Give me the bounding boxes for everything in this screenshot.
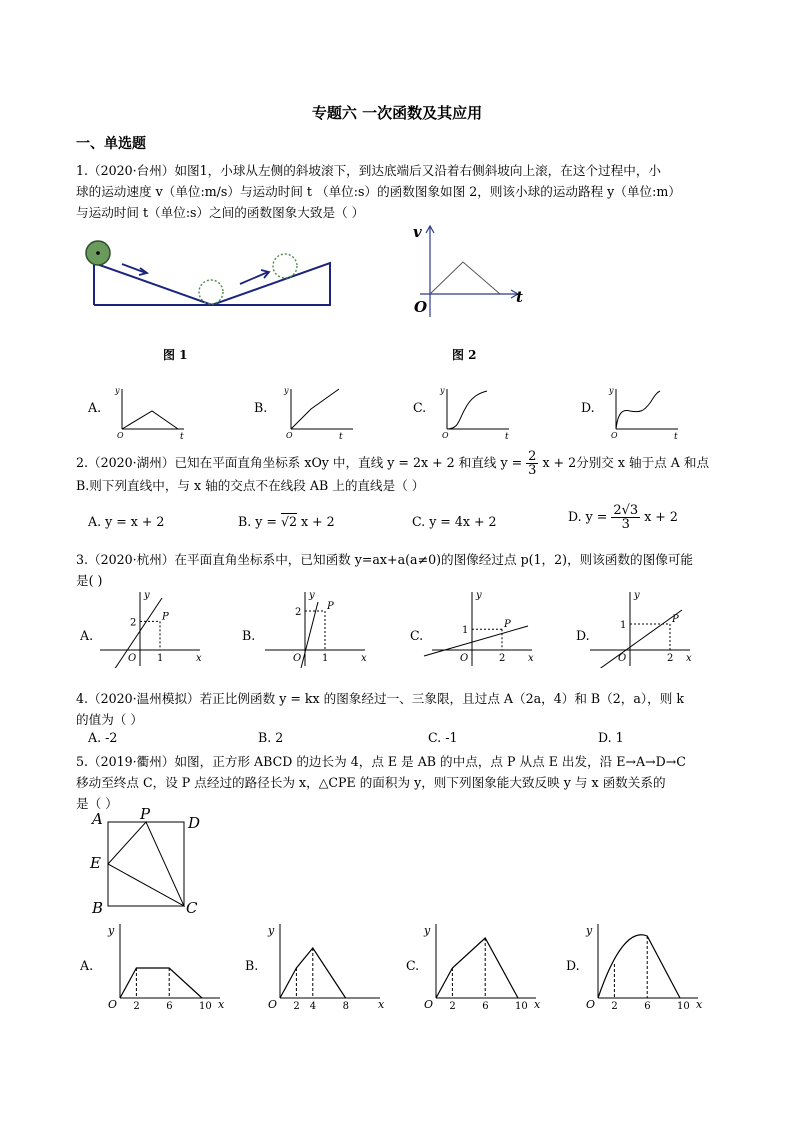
q5-x-tick: 2 [293, 1001, 300, 1010]
q5-x-tick: 10 [677, 1001, 690, 1010]
svg-text:E: E [90, 854, 101, 872]
q3-line1: 3.（2020·杭州）在平面直角坐标系中，已知函数 y=ax+a(a≠0)的图像经过点 p(1，2)，则该函数的图像可能 [76, 552, 694, 567]
q4-line2: 的值为（ ） [76, 712, 143, 727]
q4-line1: 4.（2020·温州模拟）若正比例函数 y = kx 的图象经过一、三象限，且过点 A（2a，4）和 B（2，a），则 k [76, 691, 685, 706]
slope-outline [94, 263, 330, 305]
svg-text:y: y [609, 386, 614, 395]
q3-y-label: y [144, 590, 150, 601]
q3-option-b[interactable]: B. [242, 628, 256, 643]
q5-origin: O [586, 998, 596, 1010]
svg-text:P: P [140, 808, 151, 823]
q5-origin: O [108, 998, 118, 1010]
q2-option-b[interactable]: B. y = √2 x + 2 [238, 514, 335, 529]
q3-y-tick: 1 [462, 625, 469, 637]
q5-graph-curve [598, 935, 680, 998]
triangle-cpe [108, 822, 184, 906]
q1-figure-1 [80, 235, 340, 315]
q3-graph-line [424, 626, 528, 656]
fig2-curve [430, 262, 500, 294]
svg-text:O: O [611, 431, 618, 440]
question-3 [76, 549, 726, 591]
svg-text:t: t [339, 432, 343, 442]
q3-origin: O [618, 653, 627, 664]
q1-option-b[interactable]: B. [254, 400, 268, 415]
q5-x-label: x [696, 998, 703, 1010]
question-4 [76, 688, 726, 730]
q5-x-label: x [534, 998, 541, 1010]
q5-x-tick: 2 [133, 1001, 140, 1010]
svg-text:A: A [92, 810, 103, 828]
q3-x-tick: 2 [667, 653, 674, 664]
q5-x-tick: 2 [449, 1001, 456, 1010]
question-1 [76, 160, 726, 223]
q3-x-tick: 2 [499, 653, 506, 664]
q3-point-label: P [504, 619, 511, 631]
q5-y-label: y [268, 924, 275, 937]
ball-bottom [199, 280, 223, 304]
q3-y-tick: 2 [295, 607, 302, 618]
svg-text:y: y [440, 386, 445, 395]
q1-line2: 球的运动速度 v（单位:m/s）与运动时间 t （单位:s）的函数图象如图 2，则该小球的运动路程 y（单位:m） [76, 184, 681, 199]
q3-origin: O [460, 653, 469, 664]
section-heading: 一、单选题 [76, 136, 146, 152]
arrow-down [122, 264, 146, 273]
ball-center [96, 251, 100, 255]
svg-text:t: t [180, 432, 184, 442]
q1-option-a[interactable]: A. [88, 400, 102, 415]
q1-line3: 与运动时间 t（单位:s）之间的函数图象大致是（ ） [76, 205, 365, 220]
q3-y-label: y [309, 590, 315, 601]
svg-text:O: O [442, 431, 449, 440]
q2-line2: B.则下列直线中，与 x 轴的交点不在线段 AB 上的直线是（ ） [76, 478, 425, 493]
q5-origin: O [424, 998, 434, 1010]
q5-x-tick: 6 [166, 1001, 173, 1010]
svg-text:y: y [115, 386, 120, 395]
q5-x-tick: 2 [611, 1001, 618, 1010]
fig2-t-label: t [516, 288, 523, 306]
q5-line3: 是（ ） [76, 796, 118, 811]
q5-x-tick: 10 [515, 1001, 528, 1010]
svg-text:D: D [188, 814, 201, 832]
svg-text:t: t [674, 432, 678, 442]
q4-option-d[interactable]: D. 1 [598, 730, 624, 745]
q3-option-c[interactable]: C. [410, 628, 424, 643]
svg-text:O: O [286, 431, 293, 440]
q5-line1: 5.（2019·衢州）如图，正方形 ABCD 的边长为 4，点 E 是 AB 的中点，点 P 从点 E 出发，沿 E→A→D→C [76, 754, 686, 769]
q3-origin: O [293, 653, 302, 664]
arrow-up [240, 272, 268, 284]
q1-graph-d [606, 383, 686, 443]
q3-point-label: P [162, 611, 169, 623]
q3-option-d[interactable]: D. [576, 628, 590, 643]
q4-option-c[interactable]: C. -1 [428, 730, 458, 745]
q5-origin: O [268, 998, 278, 1010]
q5-y-label: y [586, 924, 593, 937]
q5-x-tick: 4 [309, 1001, 317, 1010]
q5-graph-curve [120, 968, 202, 998]
q5-option-a[interactable]: A. [80, 958, 94, 973]
q5-x-label: x [218, 998, 225, 1010]
square-abcd [108, 822, 184, 906]
q3-x-label: x [686, 653, 692, 664]
q2-line1-a: 2.（2020·湖州）已知在平面直角坐标系 xOy 中，直线 y = 2x + 2 和直线 y = [76, 455, 523, 470]
q5-x-label: x [378, 998, 385, 1010]
q3-y-label: y [476, 590, 482, 601]
q2-option-d[interactable]: D. y = $\frac{2√3}{3}$ x + 2 [568, 503, 678, 532]
q5-x-tick: 10 [199, 1001, 212, 1010]
q1-line1: 1.（2020·台州）如图1，小球从左侧的斜坡滚下，到达底端后又沿着右侧斜坡向上滚，在这个过程中，小 [76, 163, 662, 178]
q3-origin: O [128, 653, 137, 664]
q3-point-label: P [327, 601, 334, 612]
q5-option-b[interactable]: B. [245, 958, 259, 973]
q1-graph-a [112, 383, 192, 443]
fig2-v-label: v [413, 223, 422, 241]
svg-text:y: y [284, 386, 289, 395]
svg-text:O: O [117, 431, 124, 440]
fig2-origin: O [414, 298, 428, 316]
q2-fraction: $\frac{2}{3}$ [528, 449, 537, 478]
ball-right [273, 254, 297, 278]
q3-graph-line [300, 602, 318, 668]
q5-square-figure [86, 808, 216, 918]
q3-point-label: P [672, 614, 679, 625]
q3-y-tick: 1 [620, 620, 627, 631]
q5-option-d[interactable]: D. [566, 958, 580, 973]
q2-line1-b: x + 2分别交 x 轴于点 A 和点 [542, 455, 710, 470]
q1-option-d[interactable]: D. [581, 400, 595, 415]
q3-line2: 是( ) [76, 573, 103, 588]
q1-graph-c [437, 383, 517, 443]
q3-y-tick: 2 [130, 617, 137, 629]
q2-option-a[interactable]: A. y = x + 2 [88, 514, 165, 529]
question-5 [76, 751, 726, 814]
q1-graph-b [281, 383, 361, 443]
svg-text:B: B [92, 899, 104, 917]
q4-option-a[interactable]: A. -2 [88, 730, 118, 745]
svg-text:C: C [186, 899, 198, 917]
q2-option-c[interactable]: C. y = 4x + 2 [412, 514, 497, 529]
q5-x-tick: 6 [482, 1001, 489, 1010]
page-title: 专题六 一次函数及其应用 [311, 104, 483, 122]
q3-x-label: x [361, 653, 367, 664]
q5-line2: 移动至终点 C，设 P 点经过的路径长为 x，△CPE 的面积为 y，则下列图象能大致反映 y 与 x 函数关系的 [76, 775, 666, 790]
question-2 [76, 450, 736, 496]
q3-graphs [80, 588, 720, 668]
q3-x-label: x [528, 653, 534, 664]
svg-text:t: t [505, 432, 509, 442]
q5-x-tick: 6 [644, 1001, 651, 1010]
q5-graph-curve [436, 938, 518, 998]
fig1-caption: 图 1 [163, 348, 188, 362]
q3-x-label: x [196, 653, 202, 664]
q5-y-label: y [424, 924, 431, 937]
q1-figure-2 [408, 222, 528, 322]
q3-option-a[interactable]: A. [80, 628, 94, 643]
q3-y-label: y [634, 590, 640, 601]
q5-x-tick: 8 [342, 1001, 349, 1010]
fig2-caption: 图 2 [452, 348, 477, 362]
q4-option-b[interactable]: B. 2 [258, 730, 284, 745]
q5-option-c[interactable]: C. [406, 958, 420, 973]
q3-x-tick: 1 [157, 653, 164, 664]
q3-x-tick: 1 [322, 653, 329, 664]
q5-y-label: y [108, 924, 115, 937]
q5-graphs [80, 918, 720, 1010]
q1-option-c[interactable]: C. [413, 400, 427, 415]
